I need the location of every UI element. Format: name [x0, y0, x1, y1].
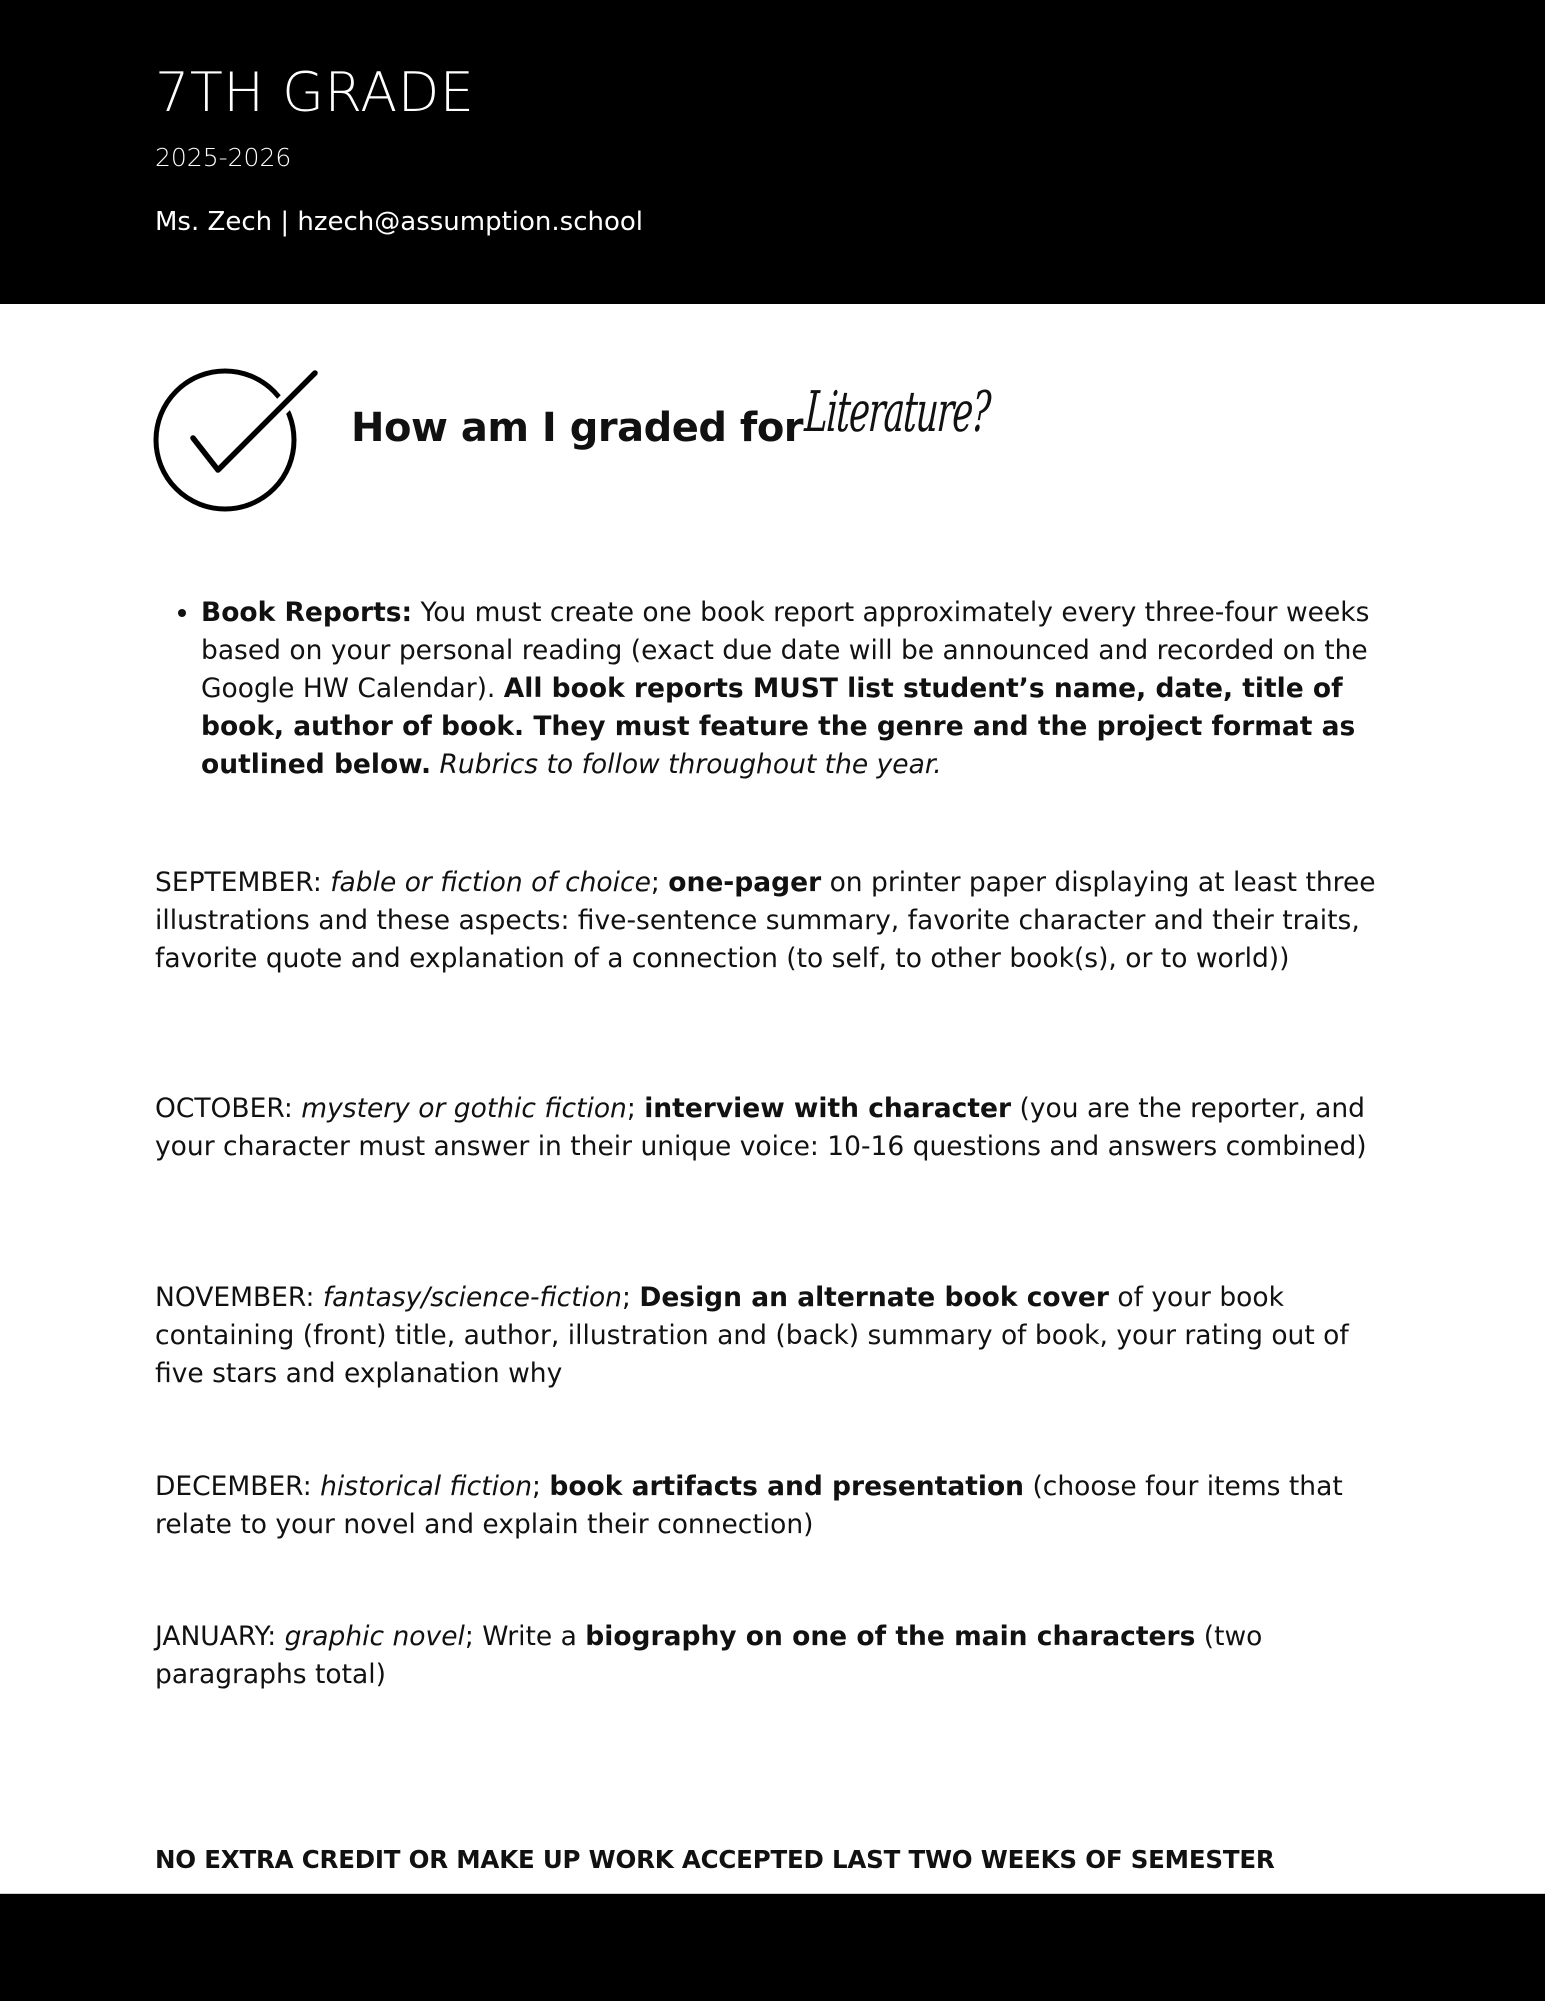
month-october	[155, 1090, 1395, 1166]
book-reports-label: Book Reports:	[201, 597, 413, 628]
month-details: (two paragraphs total)	[155, 1621, 1263, 1690]
month-genre: historical fiction	[320, 1471, 533, 1502]
month-december	[155, 1468, 1395, 1544]
month-label: OCTOBER:	[155, 1093, 302, 1124]
month-label: NOVEMBER:	[155, 1282, 323, 1313]
month-genre: fantasy/science-fiction	[322, 1282, 622, 1313]
grade-title: 7TH GRADE	[155, 61, 475, 124]
separator: ;	[650, 867, 669, 898]
month-project: Design an alternate book cover	[639, 1282, 1109, 1313]
month-genre: mystery or gothic fiction	[301, 1093, 627, 1124]
month-project: book artifacts and presentation	[549, 1471, 1025, 1502]
project-prefix: Write a	[482, 1621, 586, 1652]
separator: ;	[626, 1093, 645, 1124]
month-label: SEPTEMBER:	[155, 867, 331, 898]
check-circle-icon	[150, 360, 330, 520]
month-details: of your book containing (front) title, author, illustration and (back) summary of book, your rating out of five stars and explanation why	[155, 1282, 1349, 1389]
policy-notice: NO EXTRA CREDIT OR MAKE UP WORK ACCEPTED LAST TWO WEEKS OF SEMESTER	[155, 1845, 1275, 1874]
separator: ;	[621, 1282, 640, 1313]
book-reports-bullet	[168, 594, 1388, 784]
month-project: interview with character	[644, 1093, 1012, 1124]
month-details: (choose four items that relate to your novel and explain their connection)	[155, 1471, 1343, 1540]
month-details: (you are the reporter, and your character must answer in their unique voice: 10-16 questions and answers combined)	[155, 1093, 1367, 1162]
footer-band	[0, 1893, 1545, 2001]
book-reports-note: Rubrics to follow throughout the year.	[431, 749, 942, 780]
book-reports-text: You must create one book report approximately every three-four weeks based on your personal reading (exact due date will be announced and recorded on the Google HW Calendar).	[201, 597, 1370, 704]
school-year: 2025-2026	[155, 143, 292, 172]
month-project: biography on one of the main characters	[585, 1621, 1196, 1652]
month-project: one-pager	[668, 867, 822, 898]
teacher-contact: Ms. Zech | hzech@assumption.school	[155, 207, 644, 237]
bullet-item	[201, 594, 1388, 784]
month-november	[155, 1279, 1395, 1393]
month-january	[155, 1618, 1395, 1694]
separator: ;	[464, 1621, 483, 1652]
separator: ;	[532, 1471, 550, 1502]
section-heading-script: Literature?	[802, 380, 992, 445]
month-genre: fable or fiction of choice	[330, 867, 651, 898]
month-september	[155, 864, 1395, 978]
month-genre: graphic novel	[284, 1621, 465, 1652]
book-reports-requirements: All book reports MUST list student’s name, date, title of book, author of book. They must feature the genre and the project format as outlined below.	[201, 673, 1356, 780]
month-details: on printer paper displaying at least three illustrations and these aspects: five-sentence summary, favorite character and their traits, favorite quote and explanation of a connection (to self, to other book(s), or to world))	[155, 867, 1376, 974]
month-label: DECEMBER:	[155, 1471, 321, 1502]
header-band	[0, 0, 1545, 304]
month-label: JANUARY:	[155, 1621, 285, 1652]
section-heading: How am I graded for	[351, 405, 804, 451]
